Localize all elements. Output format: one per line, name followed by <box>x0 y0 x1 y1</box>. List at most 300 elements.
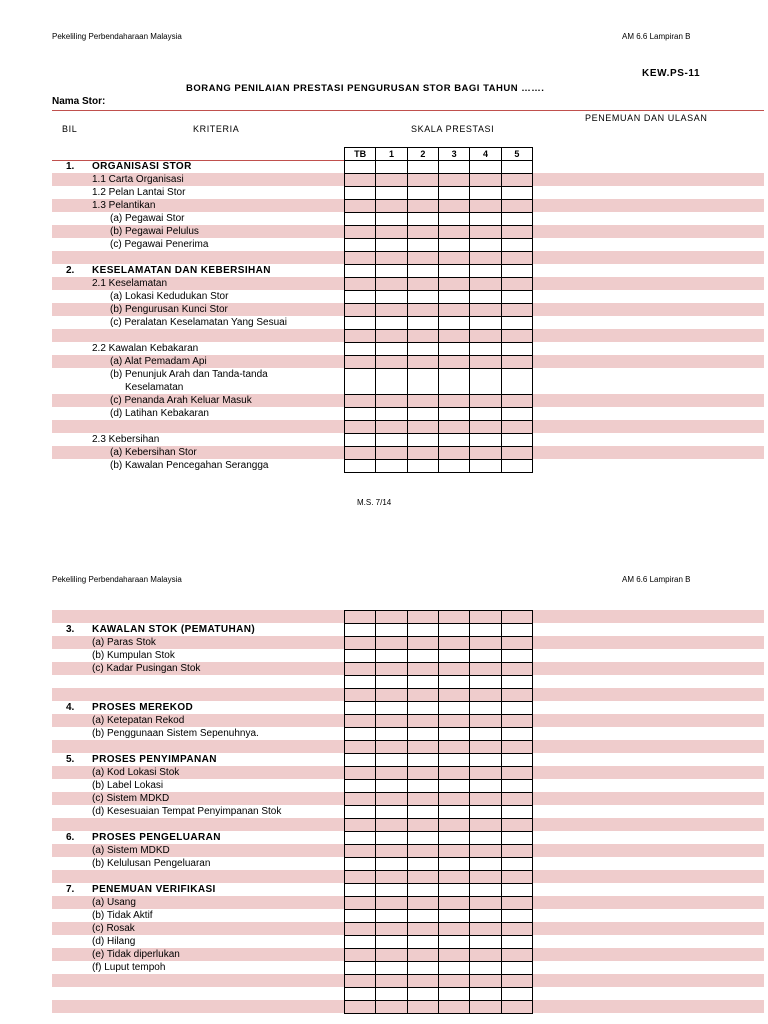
rating-cell[interactable] <box>345 1001 376 1014</box>
rating-cell[interactable] <box>345 819 376 832</box>
rating-cell[interactable] <box>438 460 469 473</box>
rating-cell[interactable] <box>501 395 532 408</box>
rating-cell[interactable] <box>407 702 438 715</box>
rating-cell[interactable] <box>376 611 407 624</box>
rating-cell[interactable] <box>345 741 376 754</box>
rating-cell[interactable] <box>407 962 438 975</box>
rating-cell[interactable] <box>470 291 501 304</box>
rating-cell[interactable] <box>345 923 376 936</box>
rating-cell[interactable] <box>470 663 501 676</box>
rating-cell[interactable] <box>345 624 376 637</box>
rating-cell[interactable] <box>438 434 469 447</box>
rating-cell[interactable] <box>376 278 407 291</box>
rating-cell[interactable] <box>501 832 532 845</box>
rating-cell[interactable] <box>438 806 469 819</box>
rating-cell[interactable] <box>376 447 407 460</box>
rating-cell[interactable] <box>407 637 438 650</box>
rating-cell[interactable] <box>376 395 407 408</box>
rating-cell[interactable] <box>376 689 407 702</box>
rating-cell[interactable] <box>438 689 469 702</box>
rating-cell[interactable] <box>470 988 501 1001</box>
rating-cell[interactable] <box>470 460 501 473</box>
rating-cell[interactable] <box>470 936 501 949</box>
rating-cell[interactable] <box>501 265 532 278</box>
rating-cell[interactable] <box>407 871 438 884</box>
rating-cell[interactable] <box>376 265 407 278</box>
rating-cell[interactable] <box>438 741 469 754</box>
rating-cell[interactable] <box>407 330 438 343</box>
rating-cell[interactable] <box>501 291 532 304</box>
rating-cell[interactable] <box>376 213 407 226</box>
rating-cell[interactable] <box>345 317 376 330</box>
rating-cell[interactable] <box>345 845 376 858</box>
rating-cell[interactable] <box>438 408 469 421</box>
rating-cell[interactable] <box>345 278 376 291</box>
rating-cell[interactable] <box>501 343 532 356</box>
rating-cell[interactable] <box>407 858 438 871</box>
rating-cell[interactable] <box>438 395 469 408</box>
rating-cell[interactable] <box>407 897 438 910</box>
rating-cell[interactable] <box>407 949 438 962</box>
rating-cell[interactable] <box>376 356 407 369</box>
rating-cell[interactable] <box>407 395 438 408</box>
rating-cell[interactable] <box>407 1001 438 1014</box>
rating-cell[interactable] <box>345 832 376 845</box>
rating-cell[interactable] <box>438 369 469 395</box>
rating-cell[interactable] <box>501 715 532 728</box>
rating-cell[interactable] <box>376 702 407 715</box>
rating-cell[interactable] <box>438 637 469 650</box>
rating-cell[interactable] <box>470 897 501 910</box>
rating-cell[interactable] <box>345 780 376 793</box>
rating-cell[interactable] <box>470 317 501 330</box>
rating-cell[interactable] <box>438 447 469 460</box>
rating-cell[interactable] <box>501 962 532 975</box>
rating-cell[interactable] <box>345 265 376 278</box>
rating-cell[interactable] <box>345 304 376 317</box>
rating-cell[interactable] <box>407 265 438 278</box>
rating-cell[interactable] <box>438 174 469 187</box>
rating-cell[interactable] <box>501 624 532 637</box>
rating-cell[interactable] <box>470 174 501 187</box>
rating-cell[interactable] <box>407 343 438 356</box>
rating-cell[interactable] <box>345 767 376 780</box>
rating-cell[interactable] <box>501 252 532 265</box>
rating-cell[interactable] <box>438 923 469 936</box>
rating-cell[interactable] <box>407 975 438 988</box>
rating-cell[interactable] <box>501 239 532 252</box>
rating-cell[interactable] <box>376 754 407 767</box>
rating-cell[interactable] <box>501 278 532 291</box>
rating-cell[interactable] <box>407 200 438 213</box>
rating-cell[interactable] <box>407 754 438 767</box>
rating-cell[interactable] <box>376 226 407 239</box>
rating-cell[interactable] <box>345 637 376 650</box>
rating-cell[interactable] <box>345 949 376 962</box>
rating-cell[interactable] <box>438 187 469 200</box>
rating-cell[interactable] <box>470 832 501 845</box>
rating-cell[interactable] <box>407 421 438 434</box>
rating-cell[interactable] <box>376 650 407 663</box>
rating-cell[interactable] <box>376 767 407 780</box>
rating-cell[interactable] <box>376 343 407 356</box>
rating-cell[interactable] <box>501 611 532 624</box>
rating-cell[interactable] <box>438 754 469 767</box>
rating-cell[interactable] <box>501 949 532 962</box>
rating-cell[interactable] <box>407 650 438 663</box>
rating-cell[interactable] <box>438 265 469 278</box>
rating-cell[interactable] <box>407 884 438 897</box>
rating-cell[interactable] <box>345 962 376 975</box>
rating-cell[interactable] <box>407 611 438 624</box>
rating-cell[interactable] <box>345 369 376 395</box>
rating-cell[interactable] <box>501 650 532 663</box>
rating-cell[interactable] <box>376 624 407 637</box>
rating-cell[interactable] <box>376 845 407 858</box>
rating-cell[interactable] <box>407 460 438 473</box>
rating-cell[interactable] <box>470 252 501 265</box>
rating-cell[interactable] <box>407 923 438 936</box>
rating-cell[interactable] <box>501 434 532 447</box>
rating-cell[interactable] <box>438 767 469 780</box>
rating-cell[interactable] <box>438 213 469 226</box>
rating-cell[interactable] <box>407 689 438 702</box>
rating-cell[interactable] <box>501 871 532 884</box>
rating-cell[interactable] <box>438 897 469 910</box>
rating-cell[interactable] <box>438 611 469 624</box>
rating-cell[interactable] <box>376 975 407 988</box>
rating-cell[interactable] <box>345 174 376 187</box>
rating-cell[interactable] <box>376 728 407 741</box>
rating-cell[interactable] <box>407 408 438 421</box>
rating-cell[interactable] <box>376 174 407 187</box>
rating-cell[interactable] <box>345 611 376 624</box>
rating-cell[interactable] <box>376 187 407 200</box>
rating-cell[interactable] <box>376 936 407 949</box>
rating-cell[interactable] <box>345 213 376 226</box>
rating-cell[interactable] <box>501 897 532 910</box>
rating-cell[interactable] <box>376 421 407 434</box>
rating-cell[interactable] <box>407 780 438 793</box>
rating-cell[interactable] <box>376 637 407 650</box>
rating-cell[interactable] <box>470 226 501 239</box>
rating-cell[interactable] <box>345 447 376 460</box>
rating-cell[interactable] <box>407 715 438 728</box>
rating-cell[interactable] <box>345 161 376 174</box>
rating-cell[interactable] <box>438 1001 469 1014</box>
rating-cell[interactable] <box>438 819 469 832</box>
rating-cell[interactable] <box>470 447 501 460</box>
rating-cell[interactable] <box>376 715 407 728</box>
rating-cell[interactable] <box>345 871 376 884</box>
rating-cell[interactable] <box>470 200 501 213</box>
rating-cell[interactable] <box>501 161 532 174</box>
rating-cell[interactable] <box>501 884 532 897</box>
rating-cell[interactable] <box>376 871 407 884</box>
rating-cell[interactable] <box>376 460 407 473</box>
rating-cell[interactable] <box>501 460 532 473</box>
rating-cell[interactable] <box>470 819 501 832</box>
rating-cell[interactable] <box>438 291 469 304</box>
rating-cell[interactable] <box>376 832 407 845</box>
rating-cell[interactable] <box>345 252 376 265</box>
rating-cell[interactable] <box>470 161 501 174</box>
rating-cell[interactable] <box>407 845 438 858</box>
rating-cell[interactable] <box>470 884 501 897</box>
rating-cell[interactable] <box>501 975 532 988</box>
rating-cell[interactable] <box>501 689 532 702</box>
rating-cell[interactable] <box>407 239 438 252</box>
rating-cell[interactable] <box>376 897 407 910</box>
rating-cell[interactable] <box>407 317 438 330</box>
rating-cell[interactable] <box>501 988 532 1001</box>
rating-cell[interactable] <box>376 200 407 213</box>
rating-cell[interactable] <box>501 369 532 395</box>
rating-cell[interactable] <box>501 702 532 715</box>
rating-cell[interactable] <box>376 819 407 832</box>
rating-cell[interactable] <box>470 421 501 434</box>
rating-cell[interactable] <box>501 780 532 793</box>
rating-cell[interactable] <box>438 663 469 676</box>
rating-cell[interactable] <box>470 434 501 447</box>
rating-cell[interactable] <box>376 317 407 330</box>
rating-cell[interactable] <box>438 624 469 637</box>
rating-cell[interactable] <box>345 343 376 356</box>
rating-cell[interactable] <box>438 317 469 330</box>
rating-cell[interactable] <box>470 715 501 728</box>
rating-cell[interactable] <box>470 408 501 421</box>
rating-cell[interactable] <box>501 754 532 767</box>
rating-cell[interactable] <box>470 689 501 702</box>
rating-cell[interactable] <box>470 395 501 408</box>
rating-cell[interactable] <box>407 447 438 460</box>
rating-cell[interactable] <box>470 780 501 793</box>
rating-cell[interactable] <box>470 923 501 936</box>
rating-cell[interactable] <box>438 650 469 663</box>
rating-cell[interactable] <box>501 637 532 650</box>
rating-cell[interactable] <box>345 187 376 200</box>
rating-cell[interactable] <box>438 728 469 741</box>
rating-cell[interactable] <box>501 923 532 936</box>
rating-cell[interactable] <box>345 239 376 252</box>
rating-cell[interactable] <box>407 832 438 845</box>
rating-cell[interactable] <box>501 845 532 858</box>
rating-cell[interactable] <box>407 226 438 239</box>
rating-cell[interactable] <box>470 858 501 871</box>
rating-cell[interactable] <box>407 767 438 780</box>
rating-cell[interactable] <box>345 291 376 304</box>
rating-cell[interactable] <box>376 884 407 897</box>
rating-cell[interactable] <box>501 200 532 213</box>
rating-cell[interactable] <box>470 910 501 923</box>
rating-cell[interactable] <box>407 676 438 689</box>
rating-cell[interactable] <box>345 715 376 728</box>
rating-cell[interactable] <box>470 187 501 200</box>
rating-cell[interactable] <box>345 650 376 663</box>
rating-cell[interactable] <box>345 988 376 1001</box>
rating-cell[interactable] <box>470 611 501 624</box>
rating-cell[interactable] <box>438 343 469 356</box>
rating-cell[interactable] <box>407 663 438 676</box>
rating-cell[interactable] <box>407 741 438 754</box>
rating-cell[interactable] <box>376 962 407 975</box>
rating-cell[interactable] <box>345 702 376 715</box>
rating-cell[interactable] <box>407 728 438 741</box>
rating-cell[interactable] <box>407 988 438 1001</box>
rating-cell[interactable] <box>470 343 501 356</box>
rating-cell[interactable] <box>407 793 438 806</box>
rating-cell[interactable] <box>501 741 532 754</box>
rating-cell[interactable] <box>345 663 376 676</box>
rating-cell[interactable] <box>501 767 532 780</box>
rating-cell[interactable] <box>438 161 469 174</box>
rating-cell[interactable] <box>438 239 469 252</box>
rating-cell[interactable] <box>407 369 438 395</box>
rating-cell[interactable] <box>376 304 407 317</box>
rating-cell[interactable] <box>438 975 469 988</box>
rating-cell[interactable] <box>501 226 532 239</box>
rating-cell[interactable] <box>438 278 469 291</box>
rating-cell[interactable] <box>376 291 407 304</box>
rating-cell[interactable] <box>345 793 376 806</box>
rating-cell[interactable] <box>376 369 407 395</box>
rating-cell[interactable] <box>470 369 501 395</box>
rating-cell[interactable] <box>438 858 469 871</box>
rating-cell[interactable] <box>407 291 438 304</box>
rating-cell[interactable] <box>376 252 407 265</box>
rating-cell[interactable] <box>501 174 532 187</box>
rating-cell[interactable] <box>376 434 407 447</box>
rating-cell[interactable] <box>438 200 469 213</box>
rating-cell[interactable] <box>501 858 532 871</box>
rating-cell[interactable] <box>438 832 469 845</box>
rating-cell[interactable] <box>407 252 438 265</box>
rating-cell[interactable] <box>470 702 501 715</box>
rating-cell[interactable] <box>438 421 469 434</box>
rating-cell[interactable] <box>501 213 532 226</box>
rating-cell[interactable] <box>376 949 407 962</box>
rating-cell[interactable] <box>501 1001 532 1014</box>
rating-cell[interactable] <box>438 676 469 689</box>
rating-cell[interactable] <box>345 728 376 741</box>
rating-cell[interactable] <box>501 356 532 369</box>
rating-cell[interactable] <box>407 304 438 317</box>
rating-cell[interactable] <box>376 330 407 343</box>
rating-cell[interactable] <box>501 936 532 949</box>
rating-cell[interactable] <box>438 988 469 1001</box>
rating-cell[interactable] <box>345 356 376 369</box>
rating-cell[interactable] <box>376 741 407 754</box>
rating-cell[interactable] <box>501 819 532 832</box>
rating-cell[interactable] <box>438 252 469 265</box>
rating-cell[interactable] <box>501 408 532 421</box>
rating-cell[interactable] <box>376 910 407 923</box>
rating-cell[interactable] <box>407 187 438 200</box>
rating-cell[interactable] <box>501 421 532 434</box>
rating-cell[interactable] <box>345 434 376 447</box>
rating-cell[interactable] <box>470 330 501 343</box>
rating-cell[interactable] <box>345 936 376 949</box>
rating-cell[interactable] <box>470 637 501 650</box>
rating-cell[interactable] <box>345 858 376 871</box>
rating-cell[interactable] <box>501 187 532 200</box>
rating-cell[interactable] <box>438 304 469 317</box>
rating-cell[interactable] <box>470 1001 501 1014</box>
rating-cell[interactable] <box>501 304 532 317</box>
rating-cell[interactable] <box>470 676 501 689</box>
rating-cell[interactable] <box>470 949 501 962</box>
rating-cell[interactable] <box>438 871 469 884</box>
rating-cell[interactable] <box>470 754 501 767</box>
rating-cell[interactable] <box>438 884 469 897</box>
rating-cell[interactable] <box>376 161 407 174</box>
rating-cell[interactable] <box>345 460 376 473</box>
rating-cell[interactable] <box>376 1001 407 1014</box>
rating-cell[interactable] <box>438 780 469 793</box>
rating-cell[interactable] <box>470 265 501 278</box>
rating-cell[interactable] <box>438 910 469 923</box>
rating-cell[interactable] <box>438 356 469 369</box>
rating-cell[interactable] <box>376 793 407 806</box>
rating-cell[interactable] <box>470 728 501 741</box>
rating-cell[interactable] <box>470 767 501 780</box>
rating-cell[interactable] <box>438 845 469 858</box>
rating-cell[interactable] <box>345 754 376 767</box>
rating-cell[interactable] <box>407 161 438 174</box>
rating-cell[interactable] <box>470 278 501 291</box>
rating-cell[interactable] <box>376 806 407 819</box>
rating-cell[interactable] <box>470 845 501 858</box>
rating-cell[interactable] <box>376 988 407 1001</box>
rating-cell[interactable] <box>376 923 407 936</box>
rating-cell[interactable] <box>345 676 376 689</box>
rating-cell[interactable] <box>438 793 469 806</box>
rating-cell[interactable] <box>407 434 438 447</box>
rating-cell[interactable] <box>470 975 501 988</box>
rating-cell[interactable] <box>501 317 532 330</box>
rating-cell[interactable] <box>501 330 532 343</box>
rating-cell[interactable] <box>345 408 376 421</box>
rating-cell[interactable] <box>470 962 501 975</box>
rating-cell[interactable] <box>438 226 469 239</box>
rating-cell[interactable] <box>470 806 501 819</box>
rating-cell[interactable] <box>470 356 501 369</box>
rating-cell[interactable] <box>438 949 469 962</box>
rating-cell[interactable] <box>407 819 438 832</box>
rating-cell[interactable] <box>407 936 438 949</box>
rating-cell[interactable] <box>501 793 532 806</box>
rating-cell[interactable] <box>438 962 469 975</box>
rating-cell[interactable] <box>345 200 376 213</box>
rating-cell[interactable] <box>470 741 501 754</box>
rating-cell[interactable] <box>345 226 376 239</box>
rating-cell[interactable] <box>345 806 376 819</box>
rating-cell[interactable] <box>470 304 501 317</box>
rating-cell[interactable] <box>470 624 501 637</box>
rating-cell[interactable] <box>501 676 532 689</box>
rating-cell[interactable] <box>345 330 376 343</box>
rating-cell[interactable] <box>345 975 376 988</box>
rating-cell[interactable] <box>407 174 438 187</box>
rating-cell[interactable] <box>376 408 407 421</box>
rating-cell[interactable] <box>501 910 532 923</box>
rating-cell[interactable] <box>470 793 501 806</box>
rating-cell[interactable] <box>438 936 469 949</box>
rating-cell[interactable] <box>345 395 376 408</box>
rating-cell[interactable] <box>501 806 532 819</box>
rating-cell[interactable] <box>501 663 532 676</box>
rating-cell[interactable] <box>407 278 438 291</box>
